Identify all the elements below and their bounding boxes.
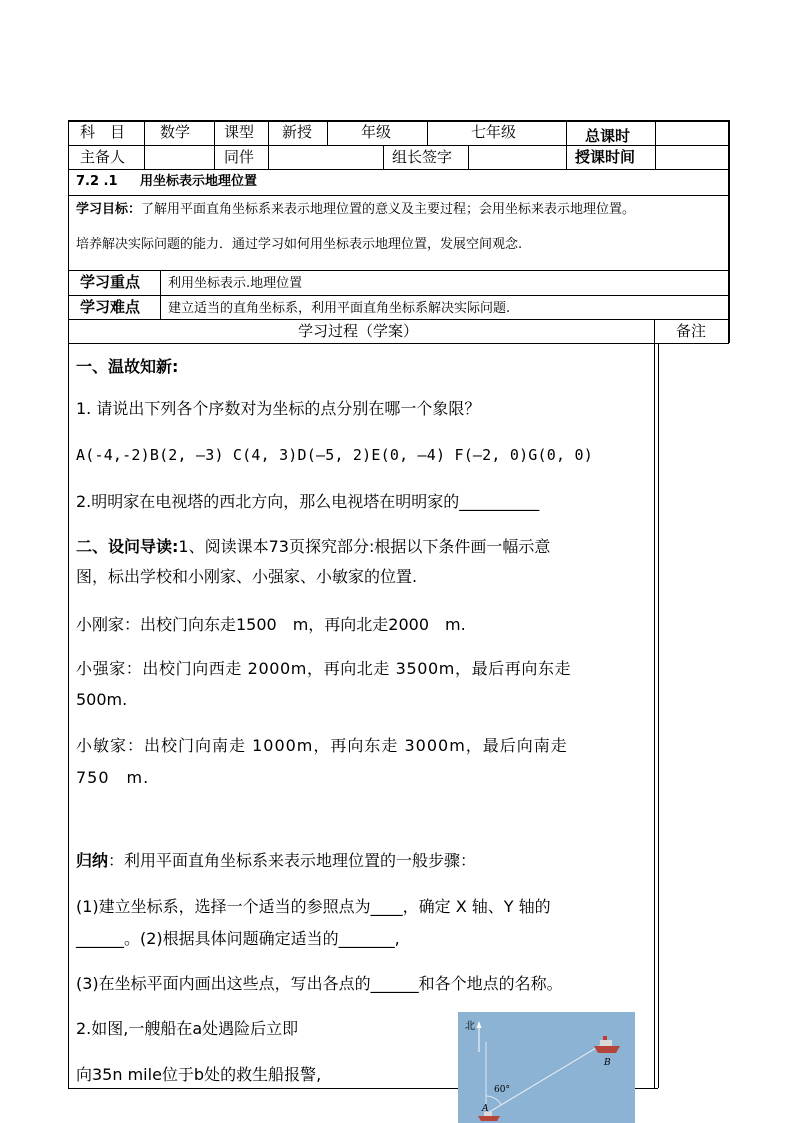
grade-label: 年级 [361, 123, 392, 141]
table-border-left [68, 120, 69, 1088]
difficulty-value: 建立适当的直角坐标系，利用平面直角坐标系解决实际问题. [168, 301, 511, 316]
key-point-label: 学习重点 [80, 273, 141, 291]
ship-question-line2: 向35n mile位于b处的救生船报警, [76, 1065, 322, 1084]
question-2: 2.明明家在电视塔的西北方向，那么电视塔在明明家的__________ [76, 492, 540, 511]
table-rule [160, 270, 161, 319]
step-1-line1: (1)建立坐标系，选择一个适当的参照点为____，确定 X 轴、Y 轴的 [76, 897, 551, 916]
xiaomin-home-line1: 小敏家：出校门向南走 1000m，再向东走 3000m，最后向南走 [76, 736, 568, 755]
summary-text: ：利用平面直角坐标系来表示地理位置的一般步骤： [108, 851, 477, 870]
subject-label: 科 目 [80, 123, 126, 141]
table-rule [566, 120, 567, 169]
notes-column-inner [658, 343, 659, 1088]
xiaomin-home-line2: 750 m. [76, 768, 150, 787]
ship-rescue-figure [458, 1012, 635, 1123]
leader-sign-label: 组长签字 [392, 148, 453, 166]
table-rule [427, 120, 428, 145]
section-guided-line1: 1、阅读课本73页探究部分:根据以下条件画一幅示意 [178, 537, 551, 556]
table-rule [655, 120, 656, 169]
north-label: 北 [465, 1021, 475, 1032]
table-rule [144, 120, 145, 169]
step-1-line2: ______。(2)根据具体问题确定适当的_______, [76, 929, 400, 948]
xiaoqiang-home-line1: 小强家：出校门向西走 2000m，再向北走 3500m，最后再向东走 [76, 659, 572, 678]
objectives-line1: 了解用平面直角坐标系来表示地理位置的意义及主要过程；会用坐标来表示地理位置。 [141, 202, 636, 217]
table-rule [68, 195, 729, 196]
section-guided-line2: 图，标出学校和小刚家、小强家、小敏家的位置. [76, 567, 418, 586]
step-3: (3)在坐标平面内画出这些点，写出各点的______和各个地点的名称。 [76, 974, 563, 993]
colleague-label: 同伴 [224, 148, 255, 166]
lesson-type-value: 新授 [282, 123, 313, 141]
table-rule [68, 343, 729, 344]
notes-column-left [654, 319, 655, 1088]
table-rule [327, 120, 328, 145]
table-rule [383, 145, 384, 169]
lesson-type-label: 课型 [224, 123, 255, 141]
lesson-title: 用坐标表示地理位置 [140, 174, 258, 189]
process-title: 学习过程（学案） [298, 322, 419, 340]
summary [76, 850, 476, 872]
table-rule [468, 145, 469, 169]
section-guided-heading: 二、设问导读: [76, 537, 179, 556]
difficulty-label: 学习难点 [80, 298, 141, 316]
table-border-right [728, 120, 730, 343]
table-rule [68, 270, 729, 271]
key-point-value: 利用坐标表示.地理位置 [168, 276, 303, 291]
point-a-label: A [482, 1104, 489, 1114]
total-hours-label: 总课时 [585, 127, 631, 145]
ship-question-line1: 2.如图,一艘船在a处遇险后立即 [76, 1019, 299, 1038]
xiaoqiang-home-line2: 500m. [76, 690, 128, 709]
table-rule [268, 120, 269, 169]
teach-time-label: 授课时间 [575, 148, 636, 166]
section-guided [76, 536, 550, 558]
summary-label: 归纳 [76, 851, 109, 870]
question-1-points: A(-4,-2)B(2, —3) C(4, 3)D(—5, 2)E(0, —4) F(—2, 0)G(0, 0) [76, 446, 593, 464]
table-rule [214, 120, 215, 169]
objectives-label: 学习目标： [76, 202, 142, 217]
table-rule [68, 295, 729, 296]
table-rule [68, 319, 729, 320]
lesson-number: 7.2 .1 [76, 174, 118, 189]
table-rule [68, 169, 729, 170]
objectives [76, 200, 635, 220]
notes-header: 备注 [676, 322, 707, 340]
preparer-label: 主备人 [80, 148, 126, 166]
grade-value: 七年级 [471, 123, 517, 141]
xiaogang-home: 小刚家：出校门向东走1500 m，再向北走2000 m. [76, 615, 466, 634]
point-b-label: B [604, 1058, 611, 1068]
question-1: 1. 请说出下列各个序数对为坐标的点分别在哪一个象限？ [76, 399, 481, 418]
section-review-heading: 一、温故知新: [76, 357, 179, 376]
angle-label: 60° [494, 1085, 510, 1095]
subject-value: 数学 [160, 123, 191, 141]
objectives-line2: 培养解决实际问题的能力．通过学习如何用坐标表示地理位置，发展空间观念. [76, 237, 523, 252]
